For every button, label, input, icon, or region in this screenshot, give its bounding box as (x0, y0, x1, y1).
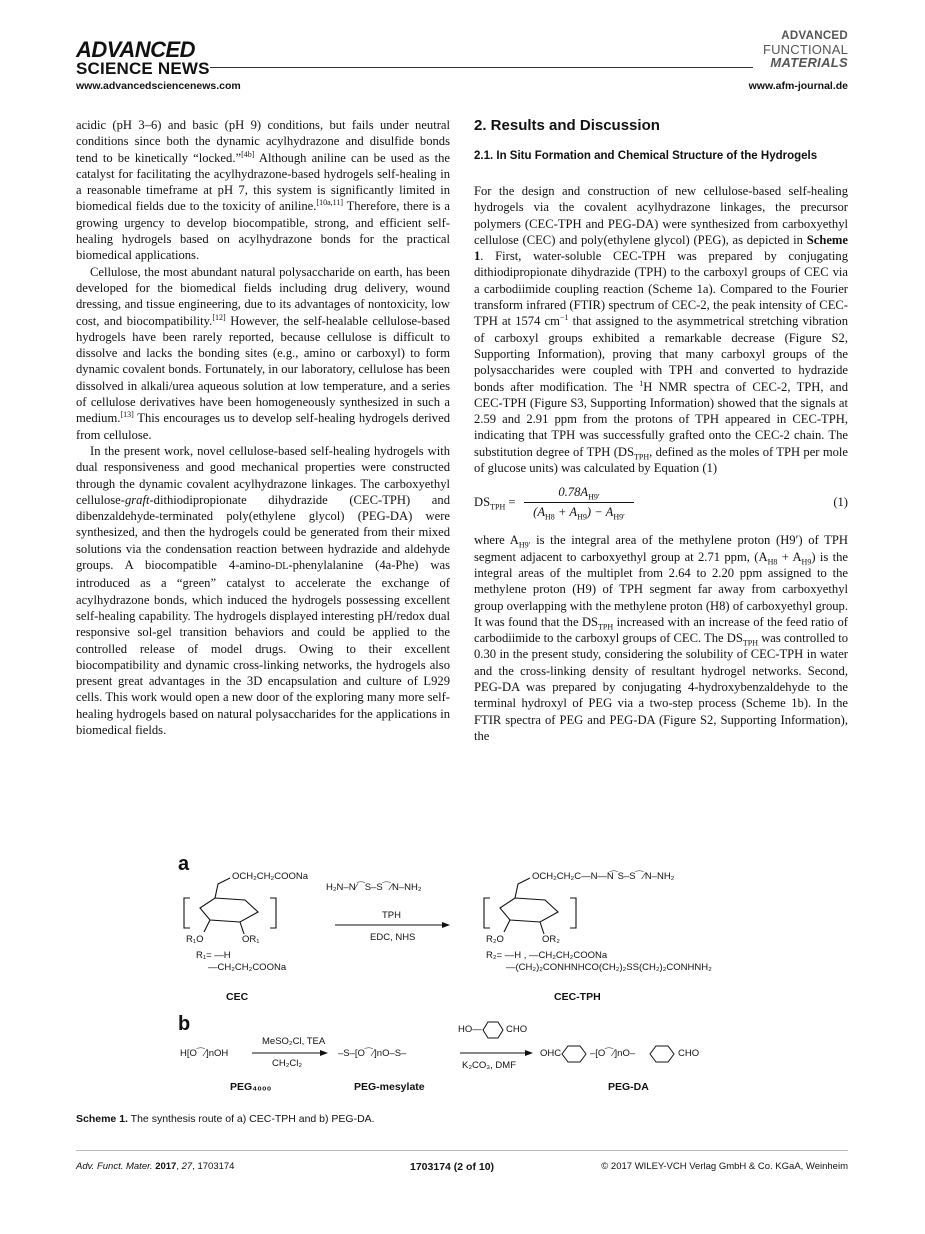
tph-structure: H₂N–N⁄⁀S–S⁀⁄N–NH₂ (326, 882, 422, 893)
section-title: 2. Results and Discussion (474, 117, 660, 134)
paragraph: In the present work, novel cellulose-based self-healing hydrogels with dual responsiveness and good mechanical properties were constructed through the dynamic covalent acylhydrazone linkages. The carboxyethyl cellulose-graft-dithiodipropionate dihydrazide (CEC-TPH) and dibenzaldehyde-terminated poly(ethylene glycol) (PEG-DA) were synthesized, and then the hydrogels could be generated from their mixed solutions via the condensation reaction between hydrazide and aldehyde groups. A biocompatible 4-amino-DL-phenylalanine (4a-Phe) was introduced as a “green” catalyst to accelerate the exchange of acylhydrazone bonds, which induced the hydrogels possessing excellent self-healing capability. The hydrogels displayed interesting pH/redox dual responsive sol-gel transition behaviors and could be applied to the controlled release of model drugs. Owing to their excellent biocompatibility and dynamic cross-linking networks, the hydrogels also present great advantages in the 3D encapsulation and culture of L929 cells. This work would open a new door of the exploring many more self-healing hydrogels based on natural polysaccharides for the applications in biomedical fields. (76, 443, 450, 737)
cec-tph-tail: ⁀S–S⁀⁄N–NH₂ (610, 871, 675, 882)
scheme-link[interactable]: Scheme 1 (474, 232, 848, 264)
publisher-url[interactable]: www.advancedsciencenews.com (76, 80, 241, 92)
cec-or1-label: OR₁ (242, 934, 260, 945)
footer-citation: Adv. Funct. Mater. 2017, 27, 1703174 (76, 1161, 235, 1172)
cec-r1-label: R₁O (186, 934, 204, 945)
peg-da-ohc: OHC (540, 1048, 562, 1059)
benzene-ring-icon (562, 1046, 586, 1062)
subsection-title: 2.1. In Situ Formation and Chemical Structure of the Hydrogels (474, 150, 818, 162)
citation[interactable]: [12] (212, 312, 226, 322)
reagent-hydroxybenzaldehyde-ho: HO— (458, 1024, 482, 1035)
edc-reagent-label: EDC, NHS (370, 932, 416, 943)
benzene-ring-icon (483, 1022, 503, 1038)
left-column (76, 117, 450, 738)
cec-tph-r2-def2: —(CH₂)₂CONHNHCO(CH₂)₂SS(CH₂)₂CONHNH₂ (506, 962, 712, 973)
peg4000-label: PEG₄₀₀₀ (230, 1081, 272, 1093)
paragraph: For the design and construction of new cellulose-based self-healing hydrogels via the covalent acylhydrazone linkages, the precursor polymers (CEC-TPH and PEG-DA) were synthesized from carboxyethyl cellulose (CEC) and poly(ethylene glycol) (PEG), as depicted in Scheme 1. First, water-soluble CEC-TPH was prepared by conjugating dithiodipropionate dihydrazide (TPH) to the carboxyl groups of CEC via a carbodiimide coupling reaction (Scheme 1a). Compared to the Fourier transform infrared (FTIR) spectrum of CEC-2, the peak intensity of CEC-TPH at 1574 $cm^{-1}$ that assigned to the asymmetrical stretching vibration of carboxyl groups exhibited a remarkable decrease (Figure S2, Supporting Information), proving that many carboxyl groups of the polysaccharides were coupled with TPH and converted to hydrazide bonds after modification. The $^1$H NMR spectra of CEC-2, TPH, and CEC-TPH (Figure S3, Supporting Information) showed that the signals at 2.59 and 2.91 ppm from the protons of TPH appeared in CEC-TPH, indicating that TPH was successfully grafted onto the CEC-2 chain. The substitution degree of TPH ($DS_{TPH}$, defined as the moles of TPH per mole of glucose units) was calculated by Equation (1) (474, 184, 849, 476)
citation[interactable]: [4b] (241, 149, 255, 159)
scheme-caption: Scheme 1. The synthesis route of a) CEC-TPH and b) PEG-DA. (76, 1113, 375, 1125)
reagent-mescl: MeSO₂Cl, TEA (262, 1036, 326, 1047)
paragraph: Cellulose, the most abundant natural polysaccharide on earth, has been developed for the biomedical fields including drug delivery, wound dressing, and tissue engineering, due to its advantages of nontoxicity, low cost, and biocompatibility.[12] However, the self-healable cellulose-based hydrogels have been rarely reported, because cellulose is difficult to dissolve and lacks the bonding sites (e.g., amino or carboxyl) to form dynamic covalent bonds. Fortunately, in our laboratory, cellulose has been dissolved in alkali/urea aqueous solution at low temperature, and a series of cellulose derivatives have been homogeneously synthesized in such a medium.[13] This encourages us to develop self-healing hydrogels derived from cellulose. (76, 264, 450, 442)
cec-label: CEC (226, 991, 249, 1003)
scheme-label-a: a (178, 853, 190, 875)
reagent-ch2cl2: CH₂Cl₂ (272, 1058, 303, 1069)
journal-url[interactable]: www.afm-journal.de (748, 80, 848, 92)
footer-rule (76, 1150, 848, 1151)
cec-tph-r2-label: R₂O (486, 934, 504, 945)
footer-copyright: © 2017 WILEY-VCH Verlag GmbH & Co. KGaA, Weinheim (601, 1161, 848, 1172)
scheme-1-figure (170, 850, 760, 1105)
reaction-arrowhead-b2 (525, 1050, 533, 1056)
peg-da-chain: –[O⁀⁄]nO– (590, 1048, 636, 1059)
benzene-ring-icon (650, 1046, 674, 1062)
citation[interactable]: [13] (120, 410, 134, 420)
scheme-label-b: b (178, 1013, 191, 1035)
reaction-arrowhead-b1 (320, 1050, 328, 1056)
citation[interactable]: [10a,11] (316, 198, 343, 208)
journal-line2: FUNCTIONAL (762, 42, 848, 57)
reagent-hydroxybenzaldehyde-cho: CHO (506, 1024, 528, 1035)
cec-ring-structure (184, 878, 276, 934)
cec-tph-or2-label: OR₂ (542, 934, 560, 945)
peg-mesylate-structure: –S–[O⁀⁄]nO–S– (338, 1048, 407, 1059)
cec-substituent: OCH₂CH₂COONa (232, 871, 308, 882)
cec-r1-def2: —CH₂CH₂COONa (208, 962, 287, 973)
cec-tph-ring-structure (484, 878, 576, 934)
journal-line1: ADVANCED (781, 30, 848, 42)
paragraph: acidic (pH 3–6) and basic (pH 9) conditions, but fails under neutral conditions since both the dynamic acylhydrazone and disulfide bonds tend to be kinetically “locked.”[4b] Although aniline can be used as the catalyst for facilitating the acylhydrazone-based hydrogels self-healing in a reasonable timeframe at pH 7, this system is significantly limited in biomedical fields due to the toxicity of aniline.[10a,11] Therefore, there is a growing urgency to develop biocompatible, strong, and efficient self-healing hydrogels based on acylhydrazone bonds for the practical biomedical applications. (76, 118, 450, 263)
equation-1: $DS_{TPH}$ = $\frac{0.78A_{H9'}}{(A_{H8} + A_{H9}) - A_{H9'}}$ (1) (474, 485, 848, 522)
publisher-logo (76, 37, 210, 78)
cec-r1-def1: R₁= —H (196, 950, 231, 961)
reaction-arrowhead-a (442, 922, 450, 928)
peg-da-label: PEG-DA (608, 1081, 649, 1093)
footer-page-number: 1703174 (2 of 10) (410, 1161, 495, 1173)
paragraph: where $A_{H9'}$ is the integral area of the methylene proton (H9′) of TPH segment adjacent to carboxyethyl group at 2.71 ppm, $(A_{H8} + A_{H9})$ is the integral areas of the multiplet from 2.64 to 2.20 ppm assigned to the methylene proton (H9) of TPH segment far away from carboxyethyl group overlapping with the methylene proton (H8) of carboxyethyl group. It was found that the $DS_{TPH}$ increased with an increase of the feed ratio of carbodiimide to the carboxyl groups of CEC. The $DS_{TPH}$ was controlled to 0.30 in the present study, considering the solubility of CEC-TPH in water and the cross-linking density of resultant hydrogel networks. Second, PEG-DA was prepared by conjugating 4-hydroxybenzaldehyde to the terminal hydroxyl of PEG via a two-step process (Scheme 1b). In the FTIR spectra of PEG and PEG-DA (Figure S2, Supporting Information), the (474, 533, 848, 743)
peg-structure: H[O⁀⁄]nOH (180, 1048, 229, 1059)
cec-tph-label: CEC-TPH (554, 991, 601, 1003)
logo-line2: SCIENCE NEWS (76, 59, 210, 78)
tph-reagent-label: TPH (382, 910, 401, 921)
journal-logo (763, 30, 848, 69)
peg-mesylate-label: PEG-mesylate (354, 1081, 425, 1093)
cec-tph-substituent: OCH₂CH₂C—N—N (532, 871, 614, 882)
logo-line1: ADVANCED (76, 37, 196, 62)
reagent-k2co3: K₂CO₃, DMF (462, 1060, 516, 1071)
cec-tph-r2-def1: R₂= —H , —CH₂CH₂COONa (486, 950, 608, 961)
right-column (474, 117, 848, 744)
peg-da-cho: CHO (678, 1048, 700, 1059)
equation-number: (1) (833, 495, 848, 510)
header-rule (210, 67, 753, 68)
journal-line3: MATERIALS (770, 55, 848, 70)
